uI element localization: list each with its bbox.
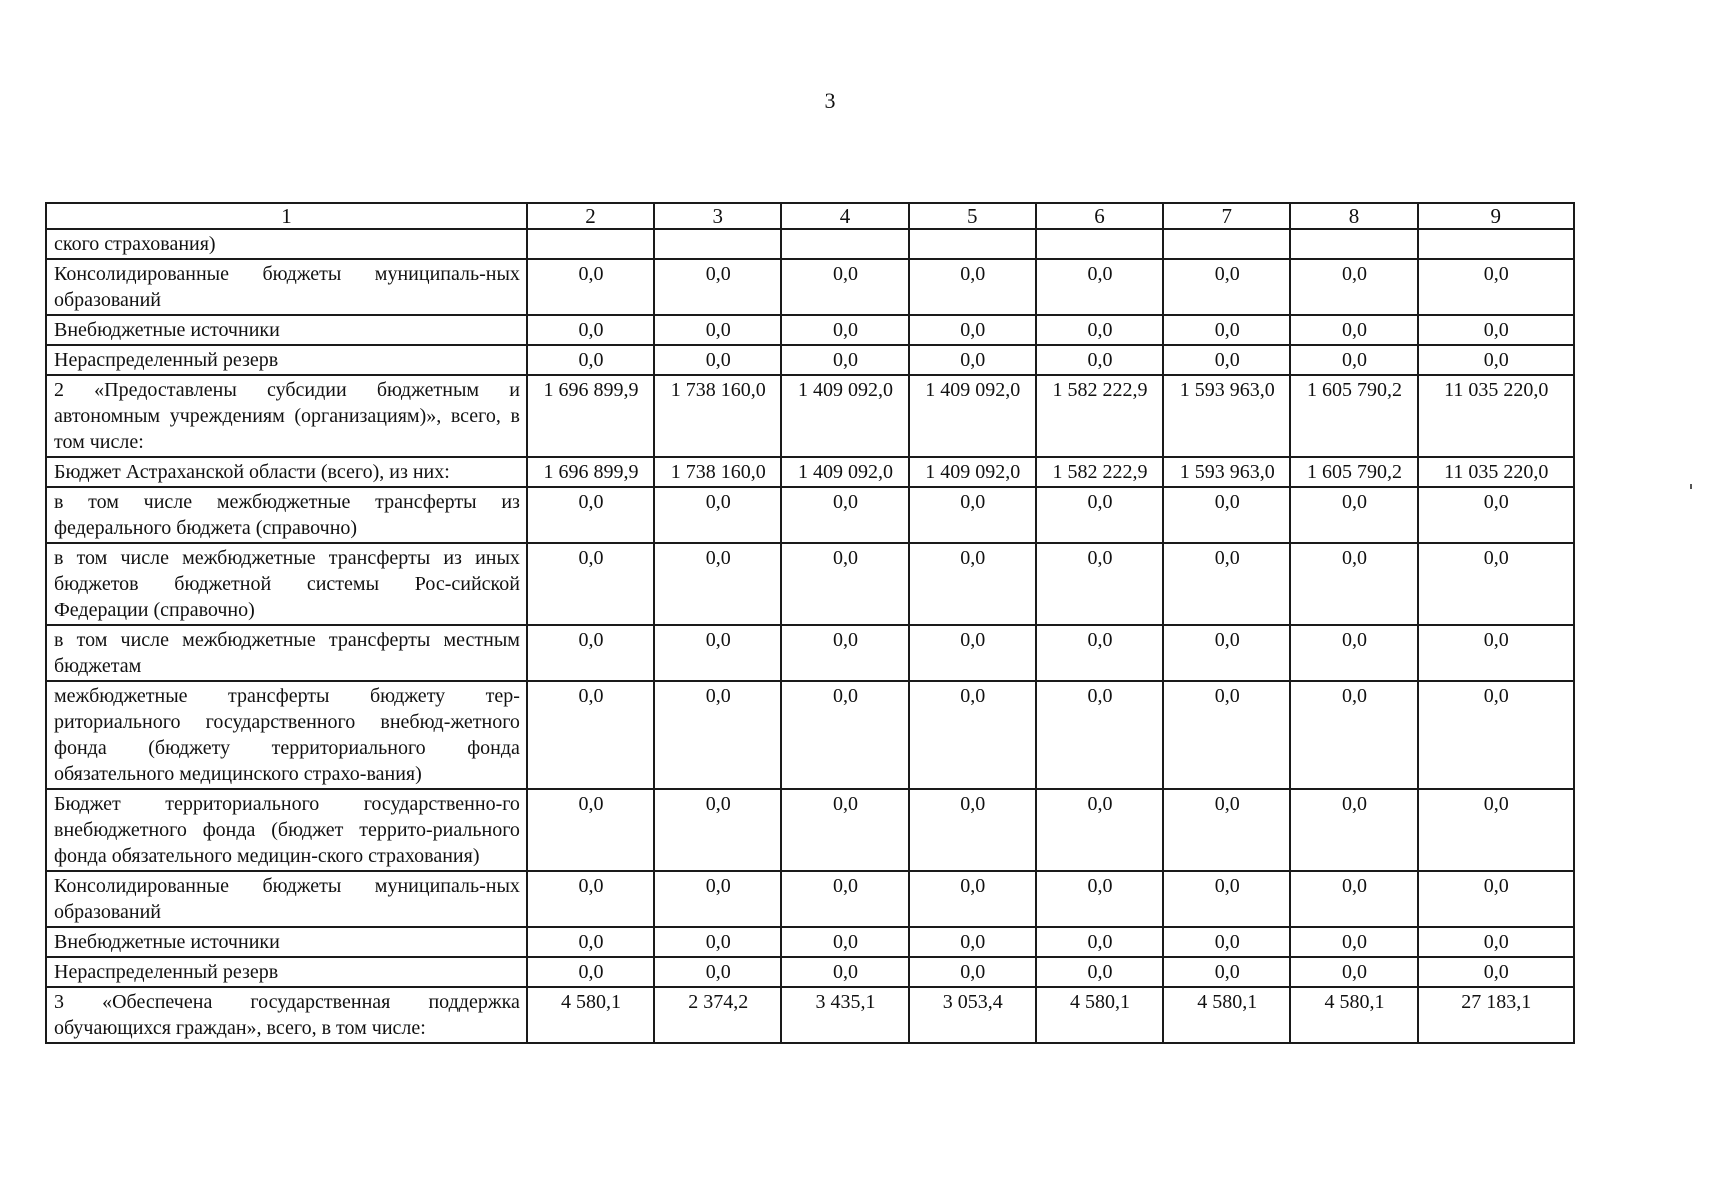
value-cell — [781, 229, 908, 259]
column-header: 9 — [1418, 203, 1574, 229]
row-label: Бюджет территориального государственно-го внебюджетного фонда (бюджет террито-риального фонда обязательного медицин-ского страхования) — [46, 789, 527, 871]
table-row — [46, 789, 1574, 871]
value-cell: 0,0 — [909, 543, 1036, 625]
value-cell: 0,0 — [781, 957, 908, 987]
value-cell: 0,0 — [1418, 927, 1574, 957]
header-row — [46, 203, 1574, 229]
row-label: Нераспределенный резерв — [46, 957, 527, 987]
value-cell — [654, 229, 781, 259]
column-header: 4 — [781, 203, 908, 229]
value-cell: 0,0 — [1290, 345, 1417, 375]
value-cell: 0,0 — [527, 871, 654, 927]
column-header: 2 — [527, 203, 654, 229]
column-header: 7 — [1163, 203, 1290, 229]
table-row — [46, 681, 1574, 789]
value-cell: 1 696 899,9 — [527, 457, 654, 487]
value-cell: 0,0 — [1036, 871, 1163, 927]
value-cell: 0,0 — [1036, 927, 1163, 957]
value-cell: 4 580,1 — [1290, 987, 1417, 1043]
value-cell: 0,0 — [1163, 789, 1290, 871]
column-header: 6 — [1036, 203, 1163, 229]
page-number: 3 — [824, 88, 836, 113]
value-cell: 1 738 160,0 — [654, 457, 781, 487]
value-cell: 0,0 — [527, 259, 654, 315]
row-label: Бюджет Астраханской области (всего), из них: — [46, 457, 527, 487]
value-cell: 0,0 — [527, 625, 654, 681]
value-cell: 0,0 — [781, 927, 908, 957]
table-row — [46, 625, 1574, 681]
value-cell: 0,0 — [781, 259, 908, 315]
value-cell: 0,0 — [527, 789, 654, 871]
value-cell: 0,0 — [654, 927, 781, 957]
value-cell: 0,0 — [654, 315, 781, 345]
value-cell: 0,0 — [527, 927, 654, 957]
table-row — [46, 927, 1574, 957]
value-cell: 0,0 — [781, 315, 908, 345]
value-cell: 0,0 — [1290, 259, 1417, 315]
value-cell: 0,0 — [1036, 789, 1163, 871]
value-cell — [1418, 229, 1574, 259]
table-row — [46, 229, 1574, 259]
value-cell: 27 183,1 — [1418, 987, 1574, 1043]
value-cell: 2 374,2 — [654, 987, 781, 1043]
value-cell: 1 409 092,0 — [909, 375, 1036, 457]
value-cell: 0,0 — [654, 957, 781, 987]
value-cell: 0,0 — [527, 345, 654, 375]
value-cell: 11 035 220,0 — [1418, 457, 1574, 487]
row-label: межбюджетные трансферты бюджету тер-риториального государственного внебюд-жетного фонда (бюджету территориального фонда обязательного медицинского страхо-вания) — [46, 681, 527, 789]
row-label: Нераспределенный резерв — [46, 345, 527, 375]
value-cell: 1 696 899,9 — [527, 375, 654, 457]
value-cell: 1 738 160,0 — [654, 375, 781, 457]
value-cell: 0,0 — [654, 681, 781, 789]
value-cell: 3 053,4 — [909, 987, 1036, 1043]
row-label: Консолидированные бюджеты муниципаль-ных образований — [46, 871, 527, 927]
value-cell: 0,0 — [909, 789, 1036, 871]
value-cell: 0,0 — [1418, 543, 1574, 625]
column-header: 8 — [1290, 203, 1417, 229]
value-cell: 0,0 — [1290, 927, 1417, 957]
value-cell: 0,0 — [1290, 871, 1417, 927]
table-row — [46, 871, 1574, 927]
value-cell: 0,0 — [654, 625, 781, 681]
value-cell: 0,0 — [1036, 345, 1163, 375]
value-cell: 1 605 790,2 — [1290, 375, 1417, 457]
value-cell: 0,0 — [1418, 345, 1574, 375]
column-header: 3 — [654, 203, 781, 229]
value-cell: 0,0 — [1418, 487, 1574, 543]
value-cell: 0,0 — [1163, 315, 1290, 345]
value-cell: 0,0 — [1163, 927, 1290, 957]
value-cell: 0,0 — [1418, 681, 1574, 789]
row-label: 3 «Обеспечена государственная поддержка обучающихся граждан», всего, в том числе: — [46, 987, 527, 1043]
table-row — [46, 375, 1574, 457]
value-cell: 0,0 — [909, 315, 1036, 345]
row-label: в том числе межбюджетные трансферты из иных бюджетов бюджетной системы Рос-сийской Федерации (справочно) — [46, 543, 527, 625]
table-row — [46, 487, 1574, 543]
value-cell: 0,0 — [1290, 789, 1417, 871]
value-cell: 0,0 — [1290, 487, 1417, 543]
row-label: в том числе межбюджетные трансферты местным бюджетам — [46, 625, 527, 681]
value-cell: 0,0 — [1418, 625, 1574, 681]
value-cell: 0,0 — [1036, 681, 1163, 789]
value-cell: 1 582 222,9 — [1036, 375, 1163, 457]
value-cell: 0,0 — [1163, 259, 1290, 315]
table-row — [46, 259, 1574, 315]
value-cell: 0,0 — [909, 927, 1036, 957]
value-cell — [527, 229, 654, 259]
value-cell: 1 582 222,9 — [1036, 457, 1163, 487]
budget-table — [45, 202, 1575, 1044]
value-cell: 0,0 — [1036, 487, 1163, 543]
value-cell: 0,0 — [1418, 957, 1574, 987]
value-cell: 0,0 — [654, 345, 781, 375]
value-cell: 0,0 — [781, 487, 908, 543]
value-cell: 0,0 — [527, 957, 654, 987]
value-cell: 0,0 — [1418, 259, 1574, 315]
value-cell: 0,0 — [781, 789, 908, 871]
value-cell: 0,0 — [909, 345, 1036, 375]
value-cell: 0,0 — [1290, 681, 1417, 789]
value-cell: 0,0 — [654, 543, 781, 625]
value-cell: 0,0 — [1163, 345, 1290, 375]
value-cell: 0,0 — [1418, 315, 1574, 345]
value-cell: 0,0 — [1290, 543, 1417, 625]
value-cell: 11 035 220,0 — [1418, 375, 1574, 457]
value-cell — [1163, 229, 1290, 259]
value-cell: 0,0 — [1290, 625, 1417, 681]
value-cell: 0,0 — [1290, 315, 1417, 345]
value-cell: 3 435,1 — [781, 987, 908, 1043]
column-header: 1 — [46, 203, 527, 229]
value-cell: 0,0 — [654, 789, 781, 871]
column-header: 5 — [909, 203, 1036, 229]
table-row — [46, 987, 1574, 1043]
value-cell: 0,0 — [781, 681, 908, 789]
table-row — [46, 543, 1574, 625]
value-cell: 0,0 — [781, 625, 908, 681]
value-cell: 0,0 — [1418, 871, 1574, 927]
value-cell — [909, 229, 1036, 259]
value-cell: 0,0 — [1290, 957, 1417, 987]
value-cell: 1 593 963,0 — [1163, 457, 1290, 487]
value-cell: 0,0 — [654, 259, 781, 315]
row-label: ского страхования) — [46, 229, 527, 259]
value-cell: 0,0 — [527, 543, 654, 625]
value-cell: 1 593 963,0 — [1163, 375, 1290, 457]
table-row — [46, 457, 1574, 487]
value-cell: 0,0 — [527, 681, 654, 789]
row-label: Консолидированные бюджеты муниципаль-ных образований — [46, 259, 527, 315]
value-cell: 0,0 — [1163, 681, 1290, 789]
value-cell: 0,0 — [1163, 625, 1290, 681]
value-cell: 0,0 — [1163, 957, 1290, 987]
value-cell: 1 605 790,2 — [1290, 457, 1417, 487]
table-row — [46, 957, 1574, 987]
value-cell — [1290, 229, 1417, 259]
value-cell: 1 409 092,0 — [909, 457, 1036, 487]
table-row — [46, 345, 1574, 375]
table-row — [46, 315, 1574, 345]
value-cell: 0,0 — [909, 957, 1036, 987]
row-label: Внебюджетные источники — [46, 927, 527, 957]
row-label: Внебюджетные источники — [46, 315, 527, 345]
value-cell: 0,0 — [909, 871, 1036, 927]
value-cell: 0,0 — [909, 259, 1036, 315]
value-cell: 4 580,1 — [527, 987, 654, 1043]
scan-speck — [1690, 484, 1692, 489]
value-cell: 0,0 — [781, 871, 908, 927]
value-cell — [1036, 229, 1163, 259]
value-cell: 0,0 — [654, 487, 781, 543]
value-cell: 4 580,1 — [1036, 987, 1163, 1043]
value-cell: 0,0 — [1163, 871, 1290, 927]
value-cell: 0,0 — [1036, 315, 1163, 345]
value-cell: 0,0 — [1163, 543, 1290, 625]
value-cell: 0,0 — [909, 625, 1036, 681]
row-label: 2 «Предоставлены субсидии бюджетным и автономным учреждениям (организациям)», всего, в том числе: — [46, 375, 527, 457]
value-cell: 0,0 — [527, 487, 654, 543]
value-cell: 0,0 — [909, 681, 1036, 789]
value-cell: 0,0 — [1036, 625, 1163, 681]
value-cell: 0,0 — [909, 487, 1036, 543]
value-cell: 0,0 — [654, 871, 781, 927]
value-cell: 0,0 — [1163, 487, 1290, 543]
value-cell: 0,0 — [527, 315, 654, 345]
value-cell: 0,0 — [781, 543, 908, 625]
value-cell: 1 409 092,0 — [781, 375, 908, 457]
value-cell: 0,0 — [1036, 957, 1163, 987]
value-cell: 4 580,1 — [1163, 987, 1290, 1043]
value-cell: 0,0 — [1036, 259, 1163, 315]
value-cell: 0,0 — [1036, 543, 1163, 625]
value-cell: 0,0 — [781, 345, 908, 375]
row-label: в том числе межбюджетные трансферты из федерального бюджета (справочно) — [46, 487, 527, 543]
value-cell: 1 409 092,0 — [781, 457, 908, 487]
value-cell: 0,0 — [1418, 789, 1574, 871]
